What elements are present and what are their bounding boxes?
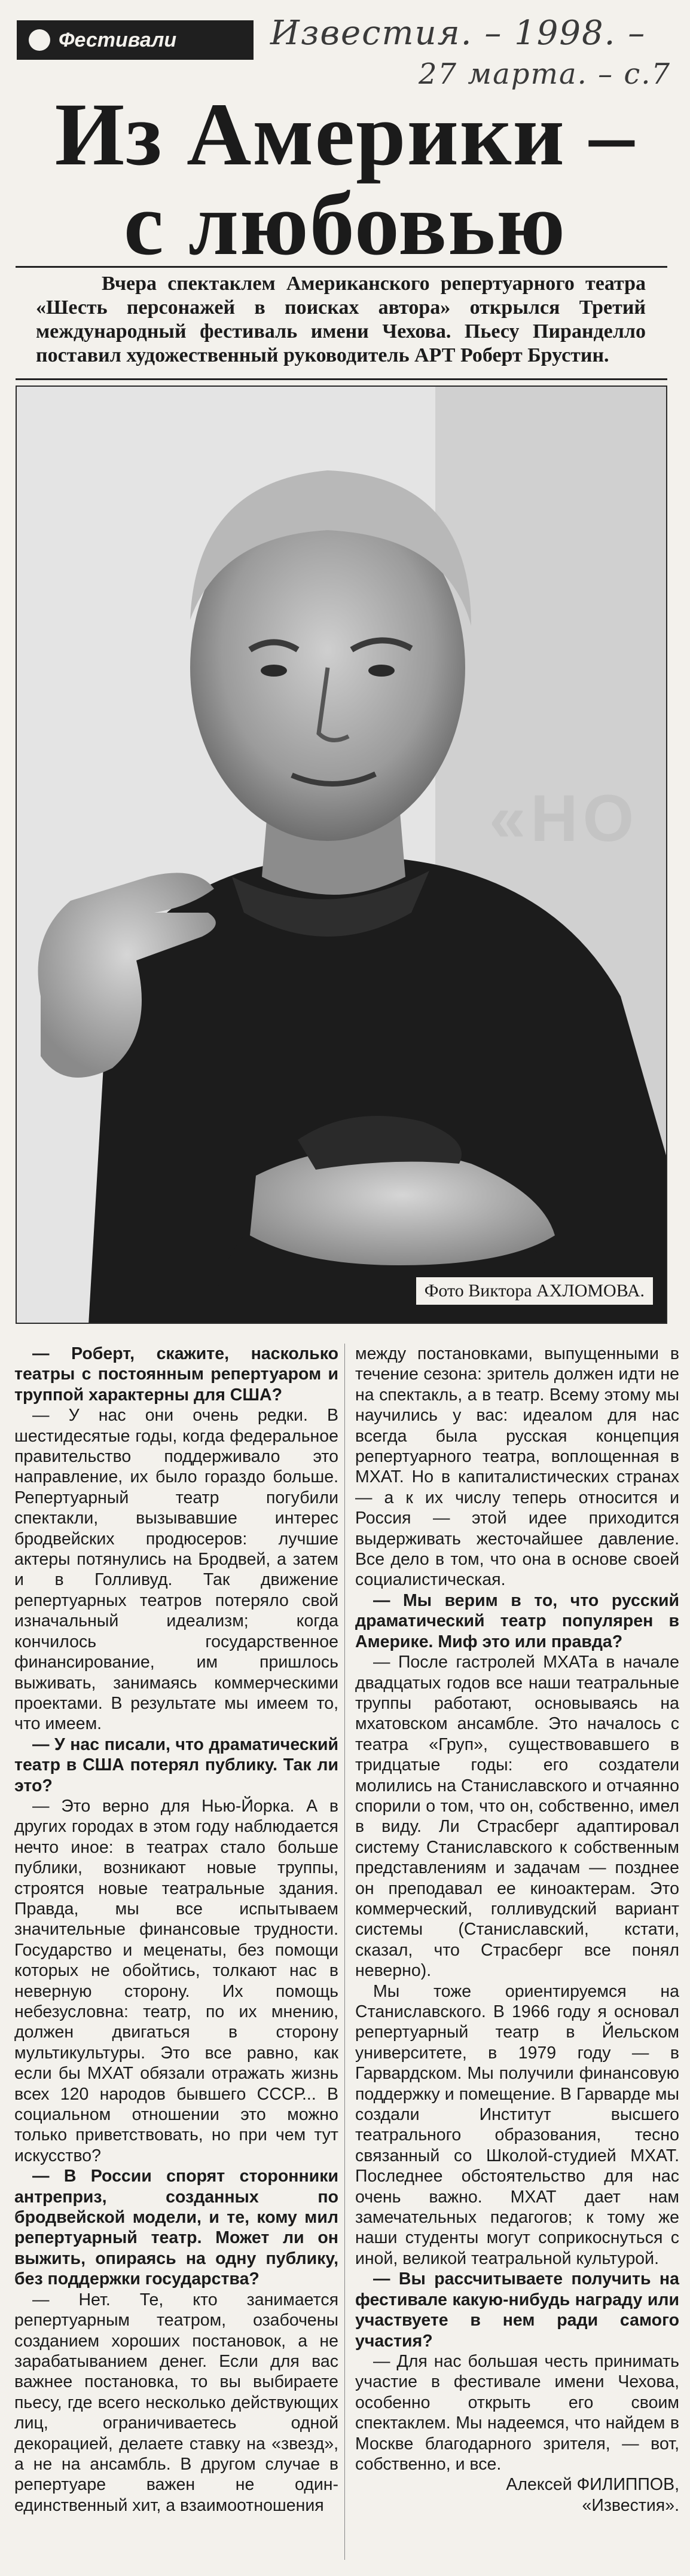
answer-paragraph: — После гастролей МХАТа в начале двадцатых годов все наши театральные труппы работают, основываясь на мхатовском ансамбле. Это началось с театра «Груп», существовавшего в тридцатые годы: его создатели молились на Станиславского и отчаянно спорили о том, что он, собственно, имел в виду. Ли Страсберг адаптировал систему Станиславского к собственным представлениям и задачам — позднее он преподавал ее киноактерам. Это коммерческий, голливудский вариант системы (Станиславский, кстати, сказал, что Страсберг все понял неверно). [355,1653,679,1981]
handwritten-source-note: Известия. – 1998. – [270,14,646,53]
article-column-right [355,1344,679,2516]
answer-paragraph: — Для нас большая честь принимать участие в фестивале имени Чехова, особенно открыть его своим спектаклем. Мы надеемся, что найдем в Москве благодарного зрителя, — вот, собственно, и все. [355,2351,679,2474]
author-signature: Алексей ФИЛИППОВ, [506,2475,679,2495]
headline-line-1: Из Америки – [54,85,636,184]
answer-paragraph: Мы тоже ориентируемся на Станиславского. В 1966 году я основал репертуарный театр в Йельском университете, в 1979 году — в Гарвардском. Мы получили финансовую поддержку и помещение. В Гарварде мы создали Институт высшего театрального образования, тесно связанный со Школой-студией МХАТ. Последнее обстоятельство для нас очень важно. МХАТ дает нам замечательных педагогов; к тому же наши студенты могут соприкоснуться с иной, великой театральной культурой. [355,1981,679,2268]
question-paragraph: — У нас писали, что драматический театр в США потерял публику. Так ли это? [14,1734,338,1795]
portrait-photo [16,386,667,1324]
svg-text:«НО: «НО [489,782,639,855]
column-divider [344,1344,345,2560]
answer-paragraph: — Нет. Те, кто занимается репертуарным театром, озабочены созданием хороших постановок, а не зарабатыванием денег. Если для вас важнее постановка, то вы выбираете пьесу, где всего несколько действующих лиц, ограничиваетесь одной декорацией, делаете ставку на «звезд», а не на ансамбль. В другом случае в репертуаре важен не один-единственный хит, а взаимоотношения [14,2290,338,2515]
rubric-label [17,20,254,60]
portrait-illustration [17,387,667,1324]
question-paragraph: — Мы верим в то, что русский драматический театр популярен в Америке. Миф это или правда? [355,1590,679,1651]
source-signature: «Известия». [582,2495,679,2515]
headline-line-2: с любовью [123,175,567,274]
answer-paragraph: между постановками, выпущенными в течение сезона: зритель должен идти не на спектакль, а в театр. Всему этому мы научились у вас: идеалом для нас всегда была русская концепция репертуарного театра, воплощенная в МХАТ. Но в капиталистических странах — а к их числу теперь относится и Россия — этой идее приходится выдерживать жесточайшее давление. Все дело в том, что она в основе своей социалистическая. [355,1344,679,1590]
answer-paragraph: — У нас они очень редки. В шестидесятые годы, когда федеральное правительство поддерживало это направление, их было гораздо больше. Репертуарный театр погубили спектакли, вызывавшие интерес бродвейских продюсеров: лучшие актеры потянулись на Бродвей, а затем и в Голливуд. Так движение репертуарных театров потеряло свой изначальный идеализм; когда кончилось государственное финансирование, им пришлось выживать, занимаясь коммерческими проектами. В результате мы имеем то, что имеем. [14,1406,338,1734]
photo-credit: Фото Виктора АХЛОМОВА. [416,1277,653,1305]
question-paragraph: — Вы рассчитываете получить на фестивале какую-нибудь награду или участвуете в нем ради самого участия? [355,2269,679,2351]
handwritten-date-note: 27 марта. – с.7 [419,57,671,91]
rubric-bullet-icon [29,29,50,51]
article-column-left [14,1344,338,2516]
question-paragraph: — В России спорят сторонники антреприз, созданных по бродвейской модели, и те, кому мил репертуарный театр. Может ли он выжить, опираясь на одну публику, без поддержки государства? [14,2167,338,2289]
rubric-text: Фестивали [59,29,177,51]
question-paragraph: — Роберт, скажите, насколько театры с постоянным репертуаром и труппой характерны для США? [14,1344,338,1405]
answer-paragraph: — Это верно для Нью-Йорка. А в других городах в этом году наблюдается нечто иное: в театрах стало больше публики, возникают новые труппы, строятся новые театральные здания. Правда, мы все испытываем значительные финансовые трудности. Государство и меценаты, без помощи которых не обойтись, толкают нас в неверную сторону. Их помощь небезусловна: театр, по их мнению, должен двигаться в сторону мультикультуры. Это все равно, как если бы МХАТ обязали отражать жизнь всех 120 народов бывшего СССР... В социальном отношении это можно только приветствовать, но при чем тут искусство? [14,1796,338,2165]
lead-paragraph: Вчера спектаклем Американского репертуарного театра «Шесть персонажей в поисках автора» открылся Третий международный фестиваль имени Чехова. Пьесу Пиранделло поставил художественный руководитель АРТ Роберт Брустин. [36,273,646,366]
